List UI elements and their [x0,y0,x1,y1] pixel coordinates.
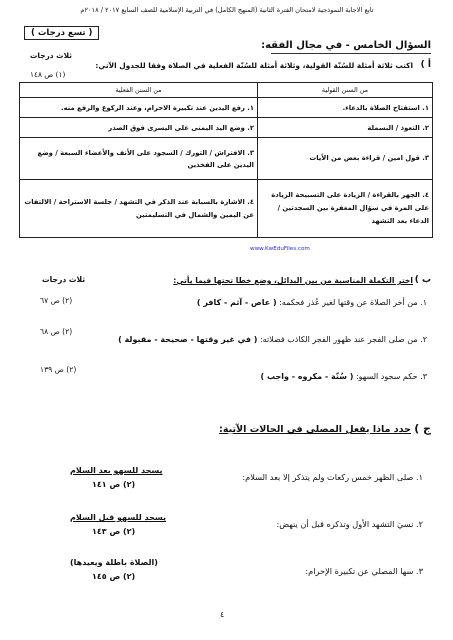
part-b-item-1 [197,298,427,307]
part-c-item-3-answer: (الصلاة باطلة ويعيدها) [70,558,158,567]
sunan-table [19,82,433,238]
part-c-label: ج ) [414,422,431,435]
grade-box: ( تسع درجات ) [24,26,99,40]
item-number: ١. [420,298,427,307]
item-question: سها المصلي عن تكبيرة الإحرام: [305,566,414,576]
item-question: حكم سجود السهو: [355,372,418,381]
part-b-instruction: اختر التكملة المناسبة من بين البدائل، وضع خطا تحتها فيما يأتي: [173,276,413,285]
table-cell-filiyya-1: ١. رفع اليدين عند تكبيرة الاحرام، وعند الركوع والرفع منه. [20,98,258,118]
part-b-item-2 [118,335,427,344]
part-c-item-2-ref: (٢) ص ١٤٣ [92,527,136,536]
table-cell-qawliyya-2: ٢. التعوذ / البسملة [258,118,433,138]
part-c-item-3 [305,566,423,576]
part-a-label: أ ) [420,60,431,70]
item-options: ( سُنّة - مكروه - واجب ) [260,372,354,381]
page-number: ٤ [220,610,225,619]
part-b-marks: ثلاث درجات [42,275,86,284]
table-cell-qawliyya-3: ٣. قول امين / قراءة بعض من الأيات [258,138,433,180]
table-cell-qawliyya-4: ٤. الجهر بالقراءة / الزيادة على التسبيحة الزيادة على المرة في سؤال المغفرة بين السجدتين / الدعاء بعد التشهد [258,180,433,238]
part-c-title: حدد ماذا يفعل المصلي في الحالات الآتية: [219,424,411,435]
item-question: من صلى الفجر عند ظهور الفجر الكاذب فصلاته: [259,335,418,344]
part-b-label: ب ) [414,275,431,285]
col-header-qawliyya: من السنن القولية [258,83,433,98]
item-number: ١. [415,472,423,482]
part-b-item-3-ref: (٢) ص ١٣٩ [40,365,77,374]
part-a-instruction: اكتب ثلاثة أمثلة للسُنّة القولية، وثلاثة أمثلة للسُنّة الفعلية في الصلاة وفقا للجدول الآتي: [95,61,413,70]
part-a-marks: ثلاث درجات [30,51,72,60]
website-watermark[interactable]: www.KwEduFiles.com [250,246,310,252]
part-c-item-1 [242,472,423,482]
part-a-ref: (١) ص ١٤٨ [30,70,66,79]
item-options: ( في غير وقتها - صحيحة - مقبولة ) [118,335,258,344]
item-question: نسيَ التشهد الأول وتذكره قبل أن ينهض: [276,519,414,529]
table-cell-qawliyya-1: ١. استفتاح الصلاة بالدعاء. [258,98,433,118]
item-question: صلى الظهر خمس ركعات ولم يتذكر إلا بعد السلام: [242,472,414,482]
table-cell-filiyya-4: ٤. الاشارة بالسبابة عند الذكر في التشهد / جلسة الاستراحة / الالتفات عن اليمين والشمال في التسليمتين [20,180,258,238]
item-number: ٣. [420,372,427,381]
item-options: ( عاص - آثم - كافر ) [196,298,277,307]
part-c-item-2 [276,519,423,529]
item-number: ٢. [415,519,423,529]
col-header-filiyya: من السنن الفعلية [20,83,258,98]
part-c-item-1-answer: يسجد للسهو بعد السلام [70,466,163,475]
section-title: السؤال الخامس - في مجال الفقه: [261,40,431,51]
item-number: ٣. [415,566,423,576]
part-b-item-1-ref: (٢) ص ٦٧ [40,296,73,305]
table-cell-filiyya-2: ٢. وضع اليد اليمنى على اليسرى فوق الصدر [20,118,258,138]
page-header: تابع الاجابة النموذجية لامتحان الفترة الثانية (المنهج الكامل) في التربية الإسلامية للصف السابع ٢٠١٧ / ٢٠١٨م [80,6,374,14]
item-question: من أخر الصلاة عن وقتها لغير عُذر فحكمه: [279,298,418,307]
part-b-item-3 [261,372,427,381]
part-b-item-2-ref: (٢) ص ٦٨ [40,327,73,336]
part-c-item-3-ref: (٢) ص ١٤٥ [92,572,136,581]
table-cell-filiyya-3: ٣. الافتراش / التورك / السجود على الأنف والأعضاء السبعة / وضع اليدين على الفخذين [20,138,258,180]
item-number: ٢. [420,335,427,344]
part-c-item-2-answer: يسجد للسهو قبل السلام [70,513,167,522]
part-c-item-1-ref: (٢) ص ١٤١ [92,480,136,489]
